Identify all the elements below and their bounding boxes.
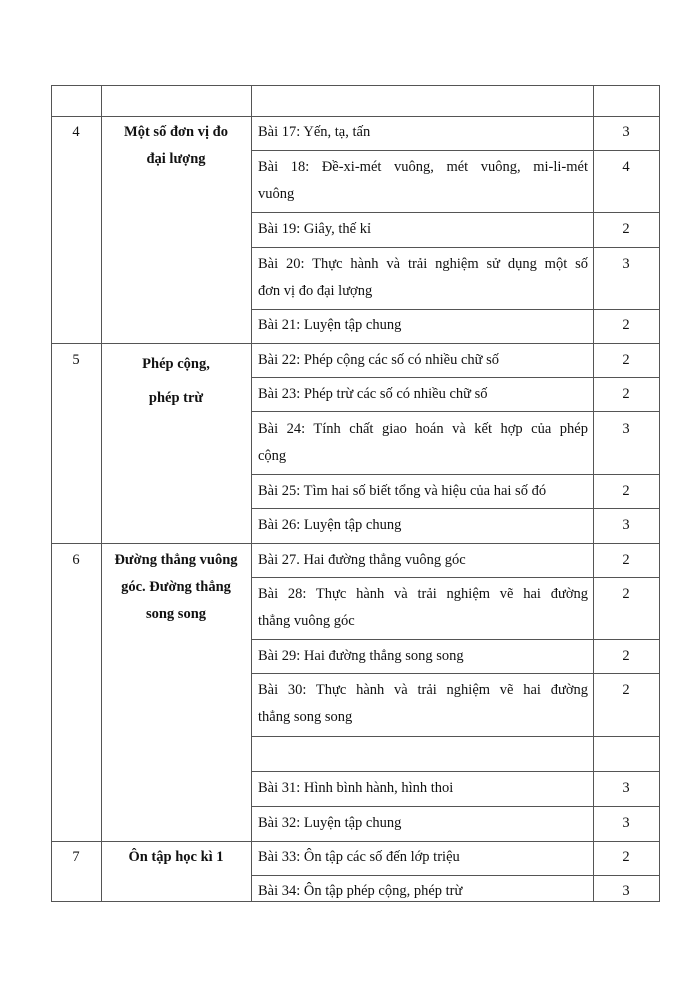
lesson-periods: 3 (622, 256, 630, 272)
lesson-name-line: thẳng vuông góc (258, 613, 355, 629)
row-divider (251, 806, 660, 807)
chapter-number: 4 (72, 124, 80, 140)
lesson-name: Bài 33: Ôn tập các số đến lớp triệu (258, 849, 460, 865)
lesson-periods: 2 (622, 352, 630, 368)
column-divider-2 (251, 85, 252, 901)
chapter-divider (51, 543, 660, 544)
row-divider (251, 247, 660, 248)
lesson-name-line: thẳng song song (258, 709, 353, 725)
lesson-name: Bài 26: Luyện tập chung (258, 517, 402, 533)
chapter-title-line: Đường thẳng vuông (114, 552, 238, 568)
chapter-divider (51, 343, 660, 344)
table-border-left (51, 85, 52, 901)
row-divider (251, 577, 660, 578)
lesson-name-line: đơn vị đo đại lượng (258, 283, 373, 299)
lesson-name: Bài 27. Hai đường thẳng vuông góc (258, 552, 466, 568)
lesson-periods: 2 (622, 317, 630, 333)
lesson-periods: 2 (622, 221, 630, 237)
lesson-name-line: vuông (258, 186, 295, 202)
lesson-periods: 3 (622, 124, 630, 140)
row-divider (251, 411, 660, 412)
lesson-name: Bài 25: Tìm hai số biết tổng và hiệu của hai số đó (258, 483, 547, 499)
row-divider (251, 639, 660, 640)
chapter-title-line: song song (145, 606, 207, 622)
chapter-title-line: phép trừ (148, 390, 204, 406)
row-divider (251, 771, 660, 772)
lesson-name-line: cộng (258, 448, 287, 464)
lesson-name-line: Bài 24: Tính chất giao hoán và kết hợp của phép (258, 421, 588, 437)
chapter-title (102, 547, 250, 628)
lesson-periods: 2 (622, 849, 630, 865)
lesson-periods: 2 (622, 682, 630, 698)
chapter-title-line: đại lượng (146, 151, 206, 167)
lesson-name: Bài 21: Luyện tập chung (258, 317, 402, 333)
table-border-top (51, 85, 660, 86)
chapter-divider (51, 116, 660, 117)
chapter-title-line: Phép cộng, (142, 356, 210, 372)
lesson-name-line: Bài 18: Đề-xi-mét vuông, mét vuông, mi-li-mét (258, 159, 588, 175)
lesson-periods: 2 (622, 552, 630, 568)
chapter-number: 5 (72, 352, 80, 368)
row-divider (251, 377, 660, 378)
lesson-name: Bài 31: Hình bình hành, hình thoi (258, 780, 454, 796)
row-divider (251, 508, 660, 509)
row-divider (251, 150, 660, 151)
row-divider (251, 309, 660, 310)
column-divider-1 (101, 85, 102, 901)
chapter-title (102, 844, 250, 871)
lesson-periods: 2 (622, 648, 630, 664)
row-divider (251, 474, 660, 475)
chapter-title-line: góc. Đường thẳng (121, 579, 231, 595)
lesson-periods: 3 (622, 780, 630, 796)
lesson-name-line: Bài 20: Thực hành và trải nghiệm sử dụng một số (258, 256, 588, 272)
row-divider (251, 212, 660, 213)
chapter-title (102, 347, 250, 415)
chapter-divider (51, 841, 660, 842)
lesson-name: Bài 17: Yến, tạ, tấn (258, 124, 371, 140)
row-divider (251, 736, 660, 737)
chapter-number: 7 (72, 849, 80, 865)
lesson-periods: 2 (622, 386, 630, 402)
lesson-name: Bài 34: Ôn tập phép cộng, phép trừ (258, 883, 463, 899)
lesson-name: Bài 22: Phép cộng các số có nhiều chữ số (258, 352, 500, 368)
lesson-name: Bài 29: Hai đường thẳng song song (258, 648, 464, 664)
chapter-title (102, 119, 250, 173)
lesson-periods: 3 (622, 815, 630, 831)
lesson-name-line: Bài 28: Thực hành và trải nghiệm vẽ hai đường (258, 586, 588, 602)
lesson-periods: 3 (622, 883, 630, 899)
chapter-title-line: Một số đơn vị đo (124, 124, 228, 140)
lesson-periods: 2 (622, 586, 630, 602)
chapter-number: 6 (72, 552, 80, 568)
lesson-periods: 3 (622, 517, 630, 533)
table-border-right (659, 85, 660, 901)
lesson-periods: 2 (622, 483, 630, 499)
lesson-name: Bài 32: Luyện tập chung (258, 815, 402, 831)
lesson-name-line: Bài 30: Thực hành và trải nghiệm vẽ hai đường (258, 682, 588, 698)
lesson-periods: 4 (622, 159, 630, 175)
row-divider (251, 875, 660, 876)
lesson-name: Bài 23: Phép trừ các số có nhiều chữ số (258, 386, 488, 402)
row-divider (251, 673, 660, 674)
lesson-periods: 3 (622, 421, 630, 437)
lesson-name: Bài 19: Giây, thế kỉ (258, 221, 372, 237)
chapter-title-line: Ôn tập học kì 1 (128, 849, 224, 865)
